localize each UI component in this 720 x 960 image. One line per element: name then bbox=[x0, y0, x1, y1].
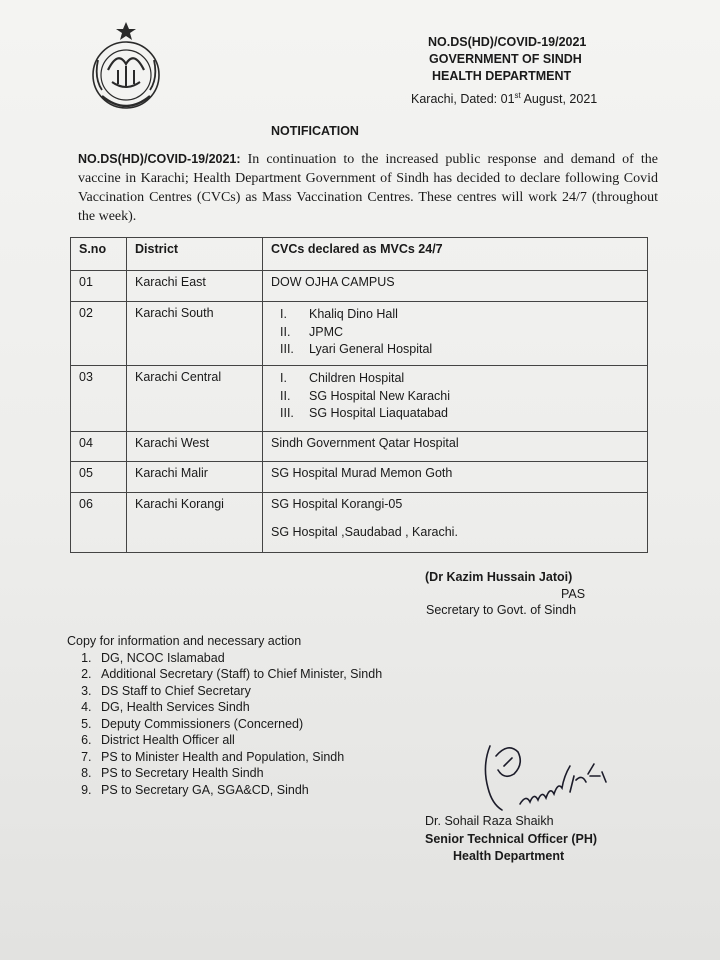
body-reference: NO.DS(HD)/COVID-19/2021: bbox=[78, 152, 241, 166]
centre-item: I. Khaliq Dino Hall bbox=[280, 307, 398, 321]
centre-item: III. Lyari General Hospital bbox=[280, 342, 433, 356]
sindh-government-seal bbox=[88, 20, 164, 116]
row-centres bbox=[263, 493, 648, 553]
dated-line: Karachi, Dated: 01st August, 2021 bbox=[411, 91, 598, 107]
body-paragraph bbox=[78, 150, 658, 226]
secretary-title: Secretary to Govt. of Sindh bbox=[426, 603, 577, 617]
row-district: Karachi Central bbox=[127, 366, 263, 432]
list-item: 2. Additional Secretary (Staff) to Chief Minister, Sindh bbox=[95, 666, 382, 683]
list-item: 5. Deputy Commissioners (Concerned) bbox=[95, 716, 382, 733]
list-item: 6. District Health Officer all bbox=[95, 732, 382, 749]
row-sno: 05 bbox=[71, 462, 127, 493]
row-centres bbox=[263, 302, 648, 366]
header-district: District bbox=[127, 238, 263, 271]
header-centres: CVCs declared as MVCs 24/7 bbox=[263, 238, 648, 271]
list-item: 7. PS to Minister Health and Population, Sindh bbox=[95, 749, 382, 766]
centre-item: SG Hospital ,Saudabad , Karachi. bbox=[271, 525, 458, 539]
notification-title: NOTIFICATION bbox=[271, 124, 359, 138]
row-sno: 06 bbox=[71, 493, 127, 553]
reference-number: NO.DS(HD)/COVID-19/2021 bbox=[428, 35, 587, 49]
table-row bbox=[71, 271, 648, 302]
row-centres bbox=[263, 366, 648, 432]
row-sno: 04 bbox=[71, 432, 127, 462]
row-district: Karachi Korangi bbox=[127, 493, 263, 553]
row-district: Karachi South bbox=[127, 302, 263, 366]
row-district: Karachi Malir bbox=[127, 462, 263, 493]
copy-heading: Copy for information and necessary action bbox=[67, 634, 302, 648]
officer-title: Senior Technical Officer (PH) bbox=[425, 832, 598, 846]
list-item: 3. DS Staff to Chief Secretary bbox=[95, 683, 382, 700]
row-centre: DOW OJHA CAMPUS bbox=[263, 271, 648, 302]
list-item: 9. PS to Secretary GA, SGA&CD, Sindh bbox=[95, 782, 382, 799]
table-row bbox=[71, 493, 648, 553]
header-sno: S.no bbox=[71, 238, 127, 271]
officer-name: Dr. Sohail Raza Shaikh bbox=[425, 814, 554, 828]
department-name: HEALTH DEPARTMENT bbox=[432, 69, 572, 83]
list-item: 8. PS to Secretary Health Sindh bbox=[95, 765, 382, 782]
secretary-name: (Dr Kazim Hussain Jatoi) bbox=[425, 570, 573, 584]
copy-to-section bbox=[67, 633, 382, 798]
table-row bbox=[71, 432, 648, 462]
table-row bbox=[71, 462, 648, 493]
government-name: GOVERNMENT OF SINDH bbox=[429, 52, 582, 66]
officer-department: Health Department bbox=[453, 849, 565, 863]
table-row bbox=[71, 302, 648, 366]
row-centre: Sindh Government Qatar Hospital bbox=[263, 432, 648, 462]
centre-item: I. Children Hospital bbox=[280, 371, 405, 385]
table-row bbox=[71, 366, 648, 432]
row-centre: SG Hospital Murad Memon Goth bbox=[263, 462, 648, 493]
row-district: Karachi West bbox=[127, 432, 263, 462]
copy-list bbox=[67, 650, 382, 799]
list-item: 4. DG, Health Services Sindh bbox=[95, 699, 382, 716]
list-item: 1. DG, NCOC Islamabad bbox=[95, 650, 382, 667]
centre-item: II. SG Hospital New Karachi bbox=[280, 388, 451, 403]
vaccination-centres-table bbox=[70, 237, 648, 553]
centre-item: SG Hospital Korangi-05 bbox=[271, 497, 403, 511]
row-district: Karachi East bbox=[127, 271, 263, 302]
table-header-row bbox=[71, 238, 648, 271]
row-sno: 03 bbox=[71, 366, 127, 432]
secretary-service: PAS bbox=[561, 587, 586, 601]
centre-item: II. JPMC bbox=[280, 324, 344, 339]
body-text: In continuation to the increased public response and demand of the vaccine in Karachi; Health Department Government of Sindh has decided to declare following Covid Vaccination Centres (CVCs) as Mass Vaccination Centres. These centres will work 24/7 (throughout the week). bbox=[78, 152, 658, 224]
row-sno: 02 bbox=[71, 302, 127, 366]
handwritten-signature bbox=[478, 736, 618, 822]
row-sno: 01 bbox=[71, 271, 127, 302]
centre-item: III. SG Hospital Liaquatabad bbox=[280, 406, 448, 420]
